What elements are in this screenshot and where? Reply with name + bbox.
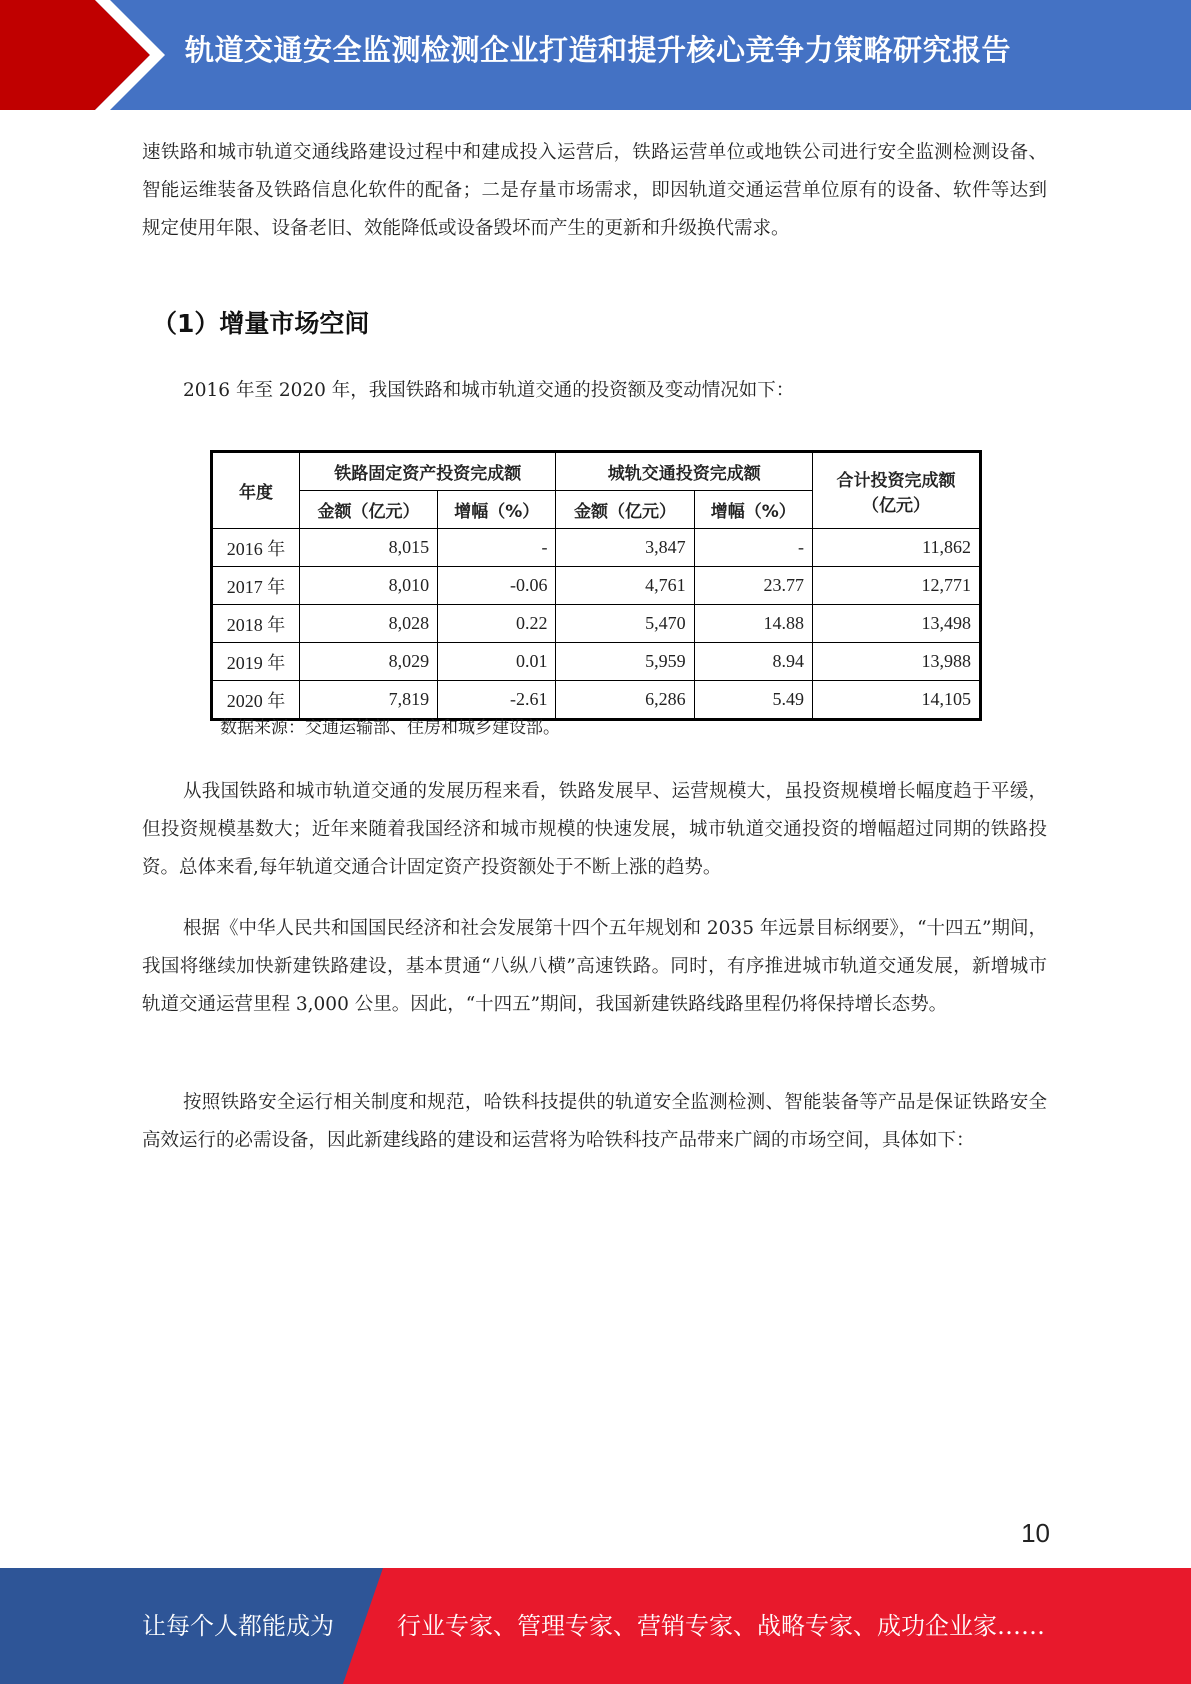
column-header-rail-amount: 金额（亿元）	[300, 491, 438, 529]
column-group-metro: 城轨交通投资完成额	[556, 452, 813, 491]
column-group-rail: 铁路固定资产投资完成额	[300, 452, 556, 491]
cell-total: 11,862	[813, 529, 981, 567]
column-header-rail-growth: 增幅（%）	[438, 491, 556, 529]
cell-metro-growth: 8.94	[694, 643, 812, 681]
paragraph-intro: 速铁路和城市轨道交通线路建设过程中和建成投入运营后，铁路运营单位或地铁公司进行安全监测检测设备、智能运维装备及铁路信息化软件的配备；二是存量市场需求，即因轨道交通运营单位原有的设备、软件等达到规定使用年限、设备老旧、效能降低或设备毁坏而产生的更新和升级换代需求。	[142, 142, 1047, 239]
cell-total: 12,771	[813, 567, 981, 605]
cell-metro-amount: 5,470	[556, 605, 694, 643]
cell-metro-amount: 3,847	[556, 529, 694, 567]
footer-slogan-right: 行业专家、管理专家、营销专家、战略专家、成功企业家……	[397, 1612, 1045, 1640]
cell-year: 2018 年	[212, 605, 300, 643]
table-header-row	[212, 452, 981, 491]
table-row	[212, 567, 981, 605]
cell-year: 2020 年	[212, 681, 300, 720]
cell-rail-growth: -0.06	[438, 567, 556, 605]
cell-year: 2019 年	[212, 643, 300, 681]
page-number: 10	[1021, 1518, 1050, 1548]
column-header-metro-growth: 增幅（%）	[694, 491, 812, 529]
cell-total: 14,105	[813, 681, 981, 720]
cell-rail-amount: 8,028	[300, 605, 438, 643]
cell-year: 2016 年	[212, 529, 300, 567]
footer-slogan-left: 让每个人都能成为	[142, 1612, 334, 1640]
investment-table	[210, 450, 982, 721]
cell-metro-growth: 14.88	[694, 605, 812, 643]
page-header	[0, 0, 1191, 110]
section-heading: （1）增量市场空间	[152, 309, 370, 338]
cell-metro-growth: 5.49	[694, 681, 812, 720]
cell-year: 2017 年	[212, 567, 300, 605]
cell-total: 13,498	[813, 605, 981, 643]
cell-metro-amount: 6,286	[556, 681, 694, 720]
cell-rail-amount: 8,010	[300, 567, 438, 605]
table-row	[212, 529, 981, 567]
table-row	[212, 643, 981, 681]
page-footer	[0, 1568, 1191, 1684]
paragraph-analysis: 从我国铁路和城市轨道交通的发展历程来看，铁路发展早、运营规模大，虽投资规模增长幅度趋于平缓，但投资规模基数大；近年来随着我国经济和城市规模的快速发展，城市轨道交通投资的增幅超过同期的铁路投资。总体来看,每年轨道交通合计固定资产投资额处于不断上涨的趋势。	[142, 781, 1047, 878]
cell-metro-amount: 4,761	[556, 567, 694, 605]
cell-rail-growth: 0.22	[438, 605, 556, 643]
report-title: 轨道交通安全监测检测企业打造和提升核心竞争力策略研究报告	[185, 33, 1012, 67]
cell-rail-growth: -2.61	[438, 681, 556, 720]
column-header-year: 年度	[212, 452, 300, 529]
table-row	[212, 605, 981, 643]
cell-rail-amount: 8,029	[300, 643, 438, 681]
paragraph-market: 按照铁路安全运行相关制度和规范，哈铁科技提供的轨道安全监测检测、智能装备等产品是保证铁路安全高效运行的必需设备，因此新建线路的建设和运营将为哈铁科技产品带来广阔的市场空间，具体如下：	[142, 1092, 1047, 1151]
cell-total: 13,988	[813, 643, 981, 681]
cell-rail-growth: -	[438, 529, 556, 567]
column-header-total: 合计投资完成额（亿元）	[813, 452, 981, 529]
column-header-metro-amount: 金额（亿元）	[556, 491, 694, 529]
cell-metro-growth: -	[694, 529, 812, 567]
cell-metro-growth: 23.77	[694, 567, 812, 605]
cell-rail-amount: 8,015	[300, 529, 438, 567]
table-source-note: 数据来源：交通运输部、住房和城乡建设部。	[220, 718, 560, 738]
paragraph-table-intro: 2016 年至 2020 年，我国铁路和城市轨道交通的投资额及变动情况如下：	[183, 380, 795, 401]
cell-rail-amount: 7,819	[300, 681, 438, 720]
paragraph-plan: 根据《中华人民共和国国民经济和社会发展第十四个五年规划和 2035 年远景目标纲要》，“十四五”期间，我国将继续加快新建铁路建设，基本贯通“八纵八横”高速铁路。同时，有序推进城市轨道交通发展，新增城市轨道交通运营里程 3,000 公里。因此，“十四五”期间，我国新建铁路线路里程仍将保持增长态势。	[142, 918, 1048, 1015]
cell-metro-amount: 5,959	[556, 643, 694, 681]
cell-rail-growth: 0.01	[438, 643, 556, 681]
